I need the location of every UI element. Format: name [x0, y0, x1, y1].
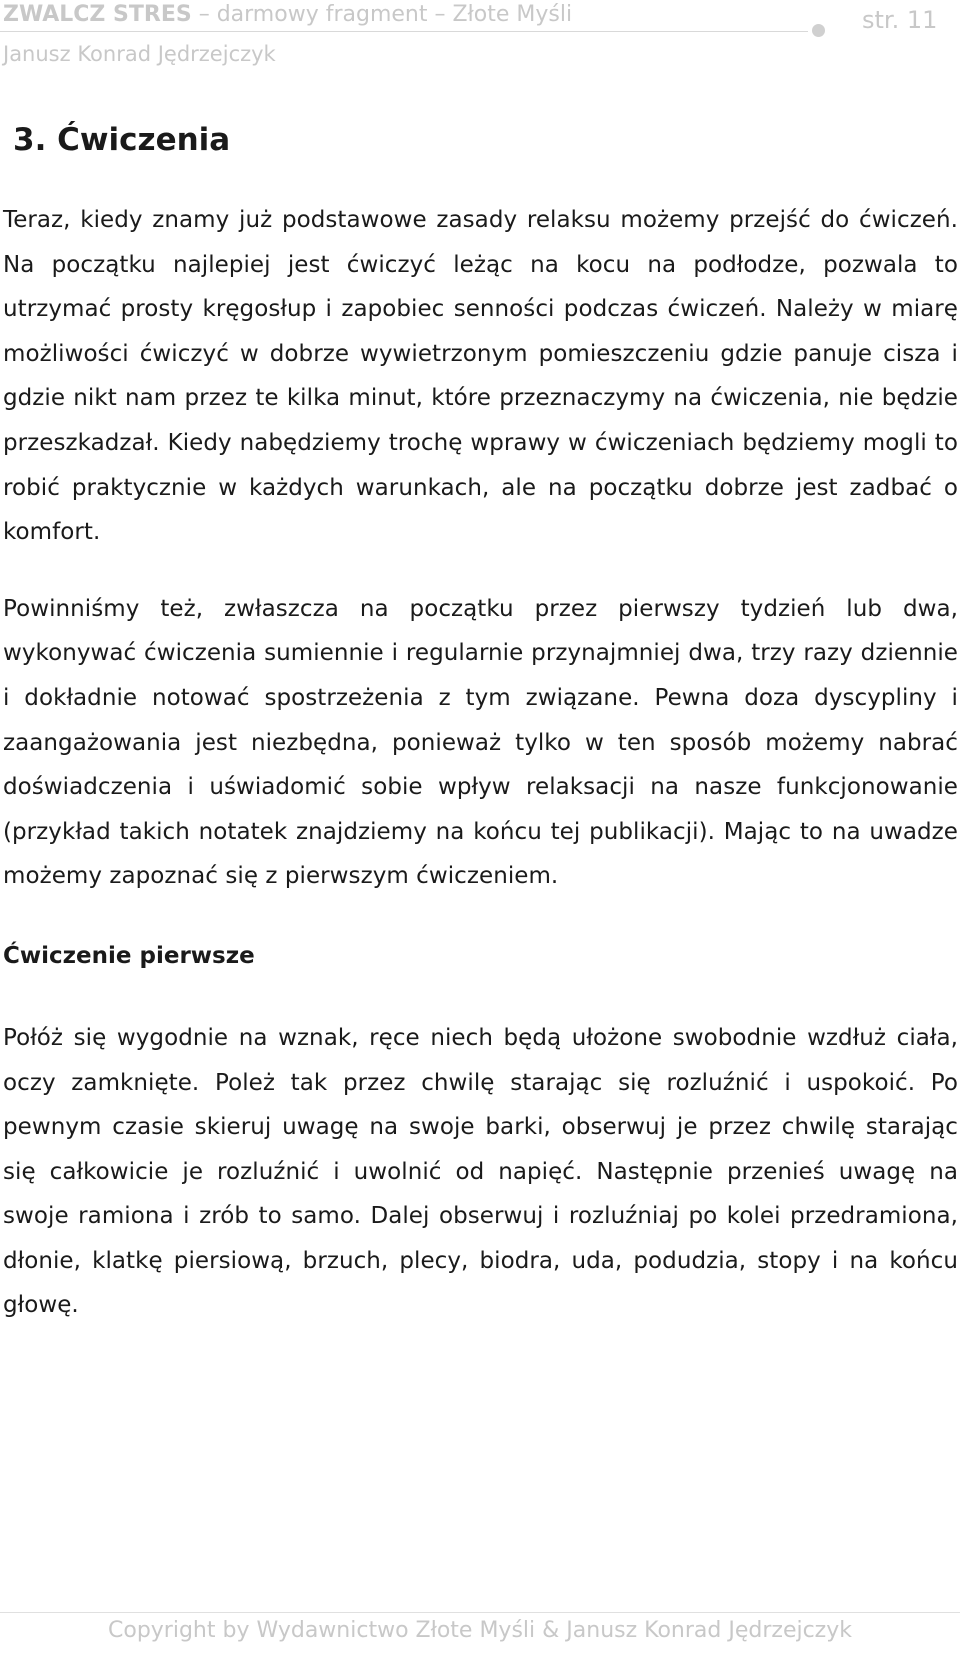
header-book-title — [3, 2, 572, 27]
header-subtitle-fragment: darmowy fragment — [216, 2, 428, 27]
page-content — [3, 112, 958, 1328]
page-header — [0, 0, 960, 70]
header-bullet-icon — [812, 24, 825, 37]
header-divider — [0, 31, 808, 32]
page-number: str. 11 — [862, 6, 938, 34]
header-author: Janusz Konrad Jędrzejczyk — [3, 42, 276, 66]
chapter-title: 3. Ćwiczenia — [13, 122, 231, 158]
header-publisher: Złote Myśli — [452, 2, 573, 27]
book-title: ZWALCZ STRES — [3, 2, 192, 27]
exercise-paragraph: Połóż się wygodnie na wznak, ręce niech będą ułożone swobodnie wzdłuż ciała, oczy zamknięte. Poleż tak przez chwilę starając się rozluźnić i uspokoić. Po pewnym czasie skieruj uwagę na swoje barki, obserwuj je przez chwilę starając się całkowicie je rozluźnić i uwolnić od napięć. Następnie przenieś uwagę na swoje ramiona i zrób to samo. Dalej obserwuj i rozluźniaj po kolei przedramiona, dłonie, klatkę piersiową, brzuch, plecy, biodra, uda, podudzia, stopy i na końcu głowę. — [3, 1024, 958, 1319]
body-paragraph: Powinniśmy też, zwłaszcza na początku przez pierwszy tydzień lub dwa, wykonywać ćwiczenia sumiennie i regularnie przynajmniej dwa, trzy razy dziennie i dokładnie notować spostrzeżenia z tym związane. Pewna doza dyscypliny i zaangażowania jest niezbędna, ponieważ tylko w ten sposób możemy nabrać doświadczenia i uświadomić sobie wpływ relaksacji na nasze funkcjonowanie (przykład takich notatek znajdziemy na końcu tej publikacji). Mając to na uwadze możemy zapoznać się z pierwszym ćwiczeniem. — [3, 595, 958, 890]
section-title: Ćwiczenie pierwsze — [3, 942, 255, 969]
header-separator-2: – — [427, 2, 453, 27]
header-separator: – — [191, 2, 217, 27]
footer-copyright: Copyright by Wydawnictwo Złote Myśli & Janusz Konrad Jędrzejczyk — [108, 1618, 852, 1643]
body-paragraph: Teraz, kiedy znamy już podstawowe zasady relaksu możemy przejść do ćwiczeń. Na początku najlepiej jest ćwiczyć leżąc na kocu na podłodze, pozwala to utrzymać prosty kręgosłup i zapobiec senności podczas ćwiczeń. Należy w miarę możliwości ćwiczyć w dobrze wywietrzonym pomieszczeniu gdzie panuje cisza i gdzie nikt nam przez te kilka minut, które przeznaczymy na ćwiczenia, nie będzie przeszkadzał. Kiedy nabędziemy trochę wprawy w ćwiczeniach będziemy mogli to robić praktycznie w każdych warunkach, ale na początku dobrze jest zadbać o komfort. — [3, 207, 958, 546]
footer-divider — [0, 1612, 960, 1613]
